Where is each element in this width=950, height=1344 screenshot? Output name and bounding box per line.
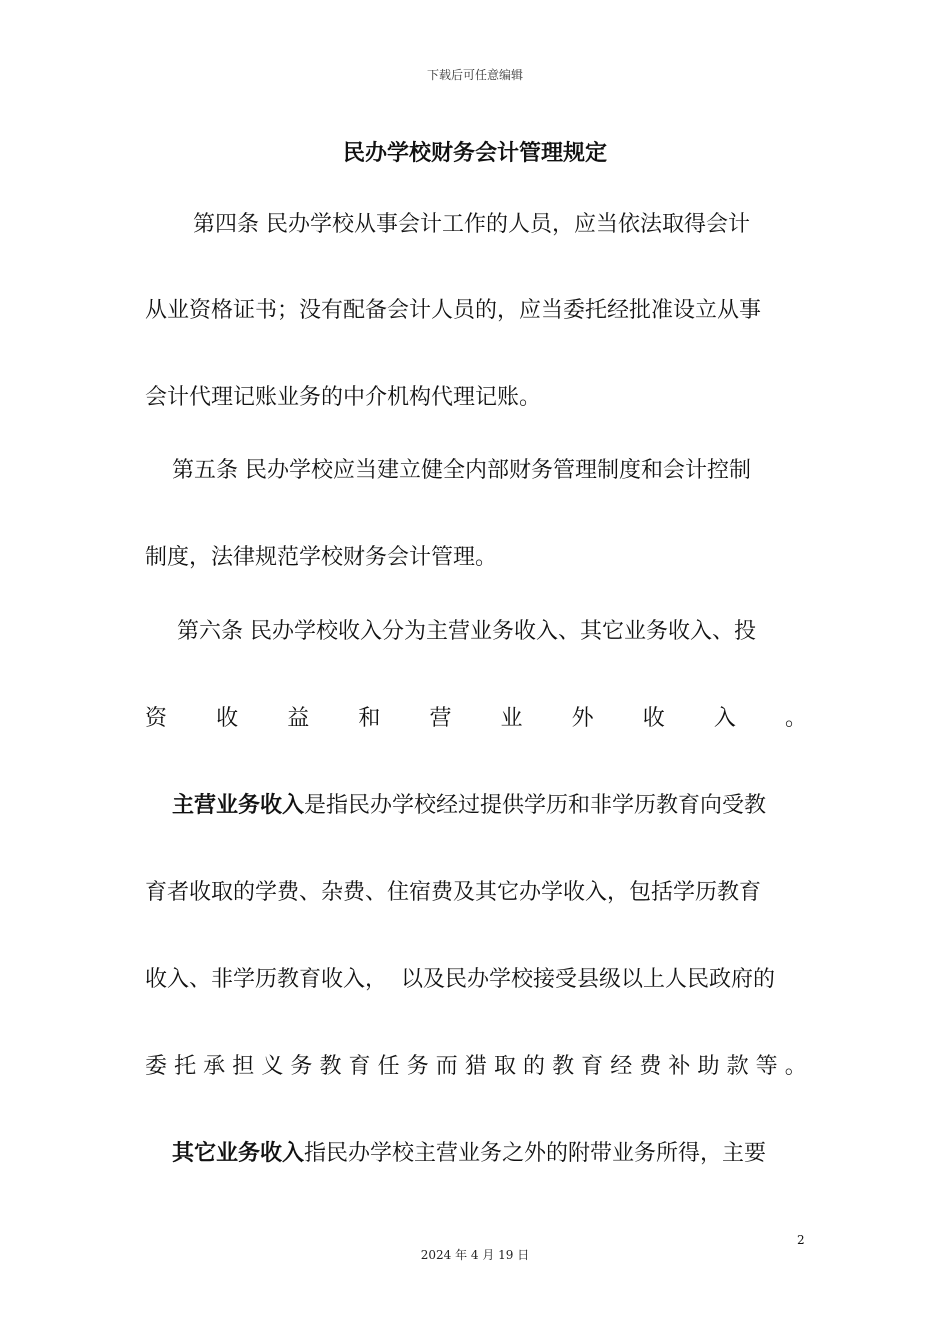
footer-date: 2024 年 4 月 19 日 (420, 1248, 530, 1262)
spread-char: 外 (571, 706, 594, 731)
spread-char: 收 (216, 706, 239, 731)
spread-char: 。 (784, 706, 807, 731)
paragraph-line: 收入、非学历教育收入， 以及民办学校接受县级以上人民政府的 (145, 967, 775, 992)
paragraph-line: 制度，法律规范学校财务会计管理。 (145, 545, 498, 570)
spread-char: 义 (261, 1054, 284, 1079)
spread-char: 教 (552, 1054, 575, 1079)
paragraph-line (172, 1139, 807, 1169)
spread-char: 经 (610, 1054, 633, 1079)
spread-char: 教 (319, 1054, 342, 1079)
spread-char: 的 (523, 1054, 546, 1079)
spread-char: 。 (784, 1054, 807, 1079)
spread-char: 育 (581, 1054, 604, 1079)
bold-term: 其它业务收入 (172, 1141, 305, 1166)
spread-char: 助 (697, 1054, 720, 1079)
spread-char: 款 (726, 1054, 749, 1079)
paragraph-line: 第五条 民办学校应当建立健全内部财务管理制度和会计控制 (172, 458, 751, 483)
bold-term: 主营业务收入 (172, 793, 305, 818)
spread-char: 业 (500, 706, 523, 731)
spread-char: 收 (642, 706, 665, 731)
spread-char: 委 (145, 1054, 168, 1079)
spread-char: 取 (493, 1054, 516, 1079)
spread-char: 营 (429, 706, 452, 731)
spread-char: 益 (287, 706, 310, 731)
paragraph-line-spread (145, 1052, 807, 1082)
spread-char: 务 (290, 1054, 313, 1079)
paragraph-line: 第六条 民办学校收入分为主营业务收入、其它业务收入、投 (177, 619, 756, 644)
spread-char: 等 (755, 1054, 778, 1079)
paragraph-line-spread (145, 704, 807, 734)
spread-char: 任 (377, 1054, 400, 1079)
paragraph-line: 从业资格证书；没有配备会计人员的，应当委托经批准设立从事 (145, 298, 762, 323)
page-number: 2 (797, 1233, 805, 1247)
spread-char: 猎 (464, 1054, 487, 1079)
spread-char: 承 (203, 1054, 226, 1079)
line-text: 指民办学校主营业务之外的附带业务所得，主要 (304, 1141, 767, 1166)
paragraph-line: 育者收取的学费、杂费、住宿费及其它办学收入，包括学历教育 (145, 880, 762, 905)
paragraph-line: 会计代理记账业务的中介机构代理记账。 (145, 385, 542, 410)
spread-char: 入 (713, 706, 736, 731)
spread-char: 费 (639, 1054, 662, 1079)
spread-char: 担 (232, 1054, 255, 1079)
spread-char: 和 (358, 706, 381, 731)
spread-char: 资 (145, 706, 168, 731)
document-title: 民办学校财务会计管理规定 (342, 141, 607, 166)
spread-char: 务 (406, 1054, 429, 1079)
spread-char: 而 (435, 1054, 458, 1079)
line-text: 是指民办学校经过提供学历和非学历教育向受教 (304, 793, 767, 818)
spread-char: 育 (348, 1054, 371, 1079)
spread-char: 补 (668, 1054, 691, 1079)
paragraph-line (172, 791, 807, 821)
paragraph-line: 第四条 民办学校从事会计工作的人员，应当依法取得会计 (193, 212, 750, 237)
page-header: 下载后可任意编辑 (426, 68, 523, 82)
spread-char: 托 (174, 1054, 197, 1079)
